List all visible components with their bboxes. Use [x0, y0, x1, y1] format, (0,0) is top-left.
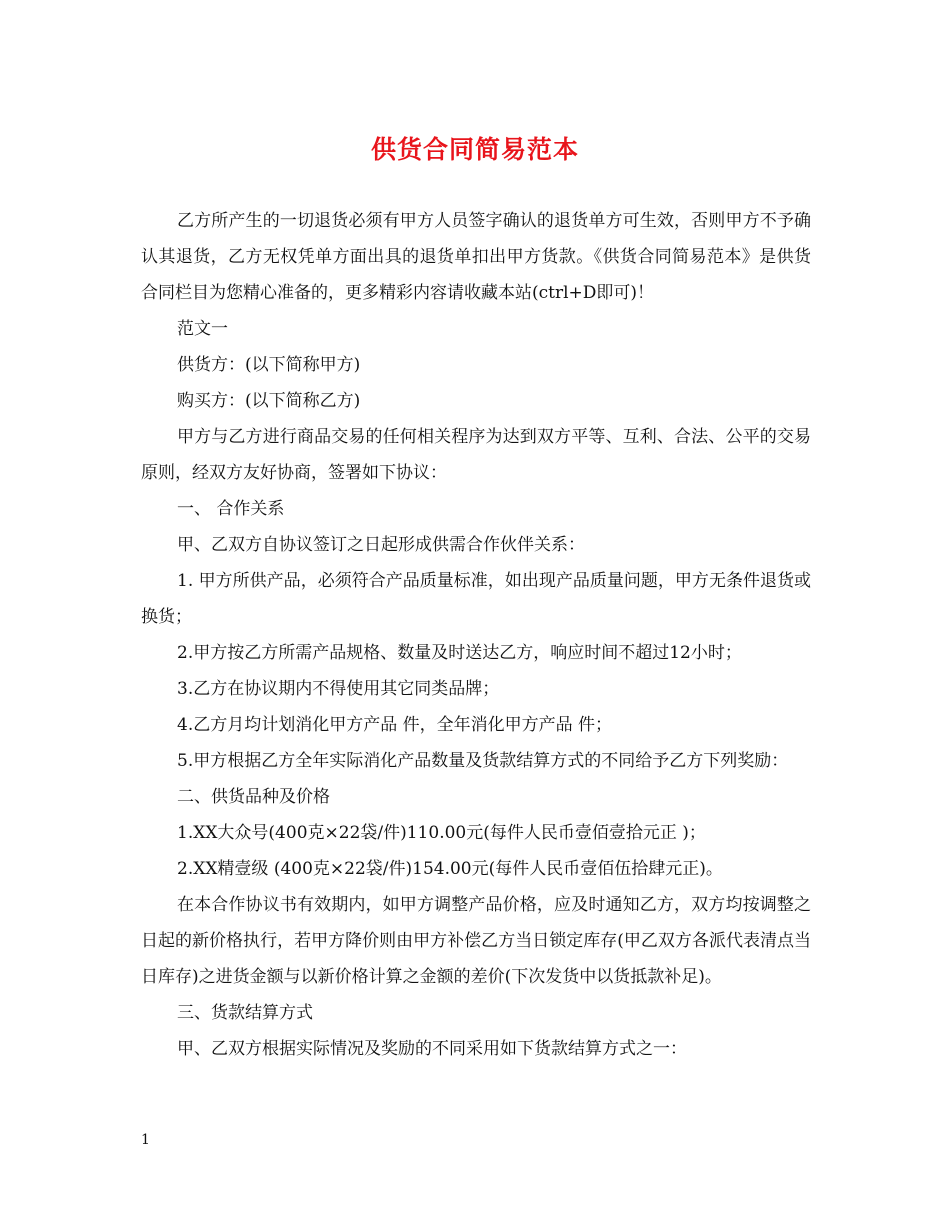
section-heading-products-prices: 二、供货品种及价格 [177, 787, 330, 807]
clause-1: 1. 甲方所供产品，必须符合产品质量标准，如出现产品质量问题，甲方无条件退货或换货； [141, 571, 811, 627]
clause-4: 4.乙方月均计划消化甲方产品 件，全年消化甲方产品 件； [177, 715, 613, 735]
clause-3: 3.乙方在协议期内不得使用其它同类品牌； [177, 679, 500, 699]
paragraph-payment-methods: 甲、乙双方根据实际情况及奖励的不同采用如下货款结算方式之一： [177, 1039, 687, 1059]
paragraph-intro: 乙方所产生的一切退货必须有甲方人员签字确认的退货单方可生效，否则甲方不予确认其退货，乙方无权凭单方面出具的退货单扣出甲方货款。《供货合同简易范本》是供货合同栏目为您精心准备的，更多精彩内容请收藏本站(ctrl+D即可)！ [141, 211, 811, 303]
paragraph-supplier: 供货方：(以下简称甲方) [177, 355, 361, 375]
paragraph-sample-heading: 范文一 [177, 319, 228, 339]
clause-5: 5.甲方根据乙方全年实际消化产品数量及货款结算方式的不同给予乙方下列奖励： [177, 751, 789, 771]
paragraph-price-adjustment: 在本合作协议书有效期内，如甲方调整产品价格，应及时通知乙方，双方均按调整之日起的新价格执行，若甲方降价则由甲方补偿乙方当日锁定库存(甲乙双方各派代表清点当日库存)之进货金额与以新价格计算之金额的差价(下次发货中以货抵款补足)。 [141, 895, 811, 987]
clause-2: 2.甲方按乙方所需产品规格、数量及时送达乙方，响应时间不超过12小时； [177, 643, 742, 663]
document-title: 供货合同简易范本 [370, 135, 579, 164]
paragraph-partnership: 甲、乙双方自协议签订之日起形成供需合作伙伴关系： [177, 535, 585, 555]
product-item-1: 1.XX大众号(400克×22袋/件)110.00元(每件人民币壹佰壹拾元正 )； [177, 823, 706, 843]
paragraph-buyer: 购买方：(以下简称乙方) [177, 391, 361, 411]
product-item-2: 2.XX精壹级 (400克×22袋/件)154.00元(每件人民币壹佰伍拾肆元正)。 [177, 859, 723, 879]
paragraph-principles: 甲方与乙方进行商品交易的任何相关程序为达到双方平等、互利、合法、公平的交易原则，经双方友好协商，签署如下协议： [141, 427, 811, 483]
section-heading-payment: 三、货款结算方式 [177, 1003, 313, 1023]
document-body [141, 203, 811, 1067]
section-heading-cooperation: 一、 合作关系 [177, 499, 285, 519]
page-number: 1 [141, 1132, 150, 1148]
